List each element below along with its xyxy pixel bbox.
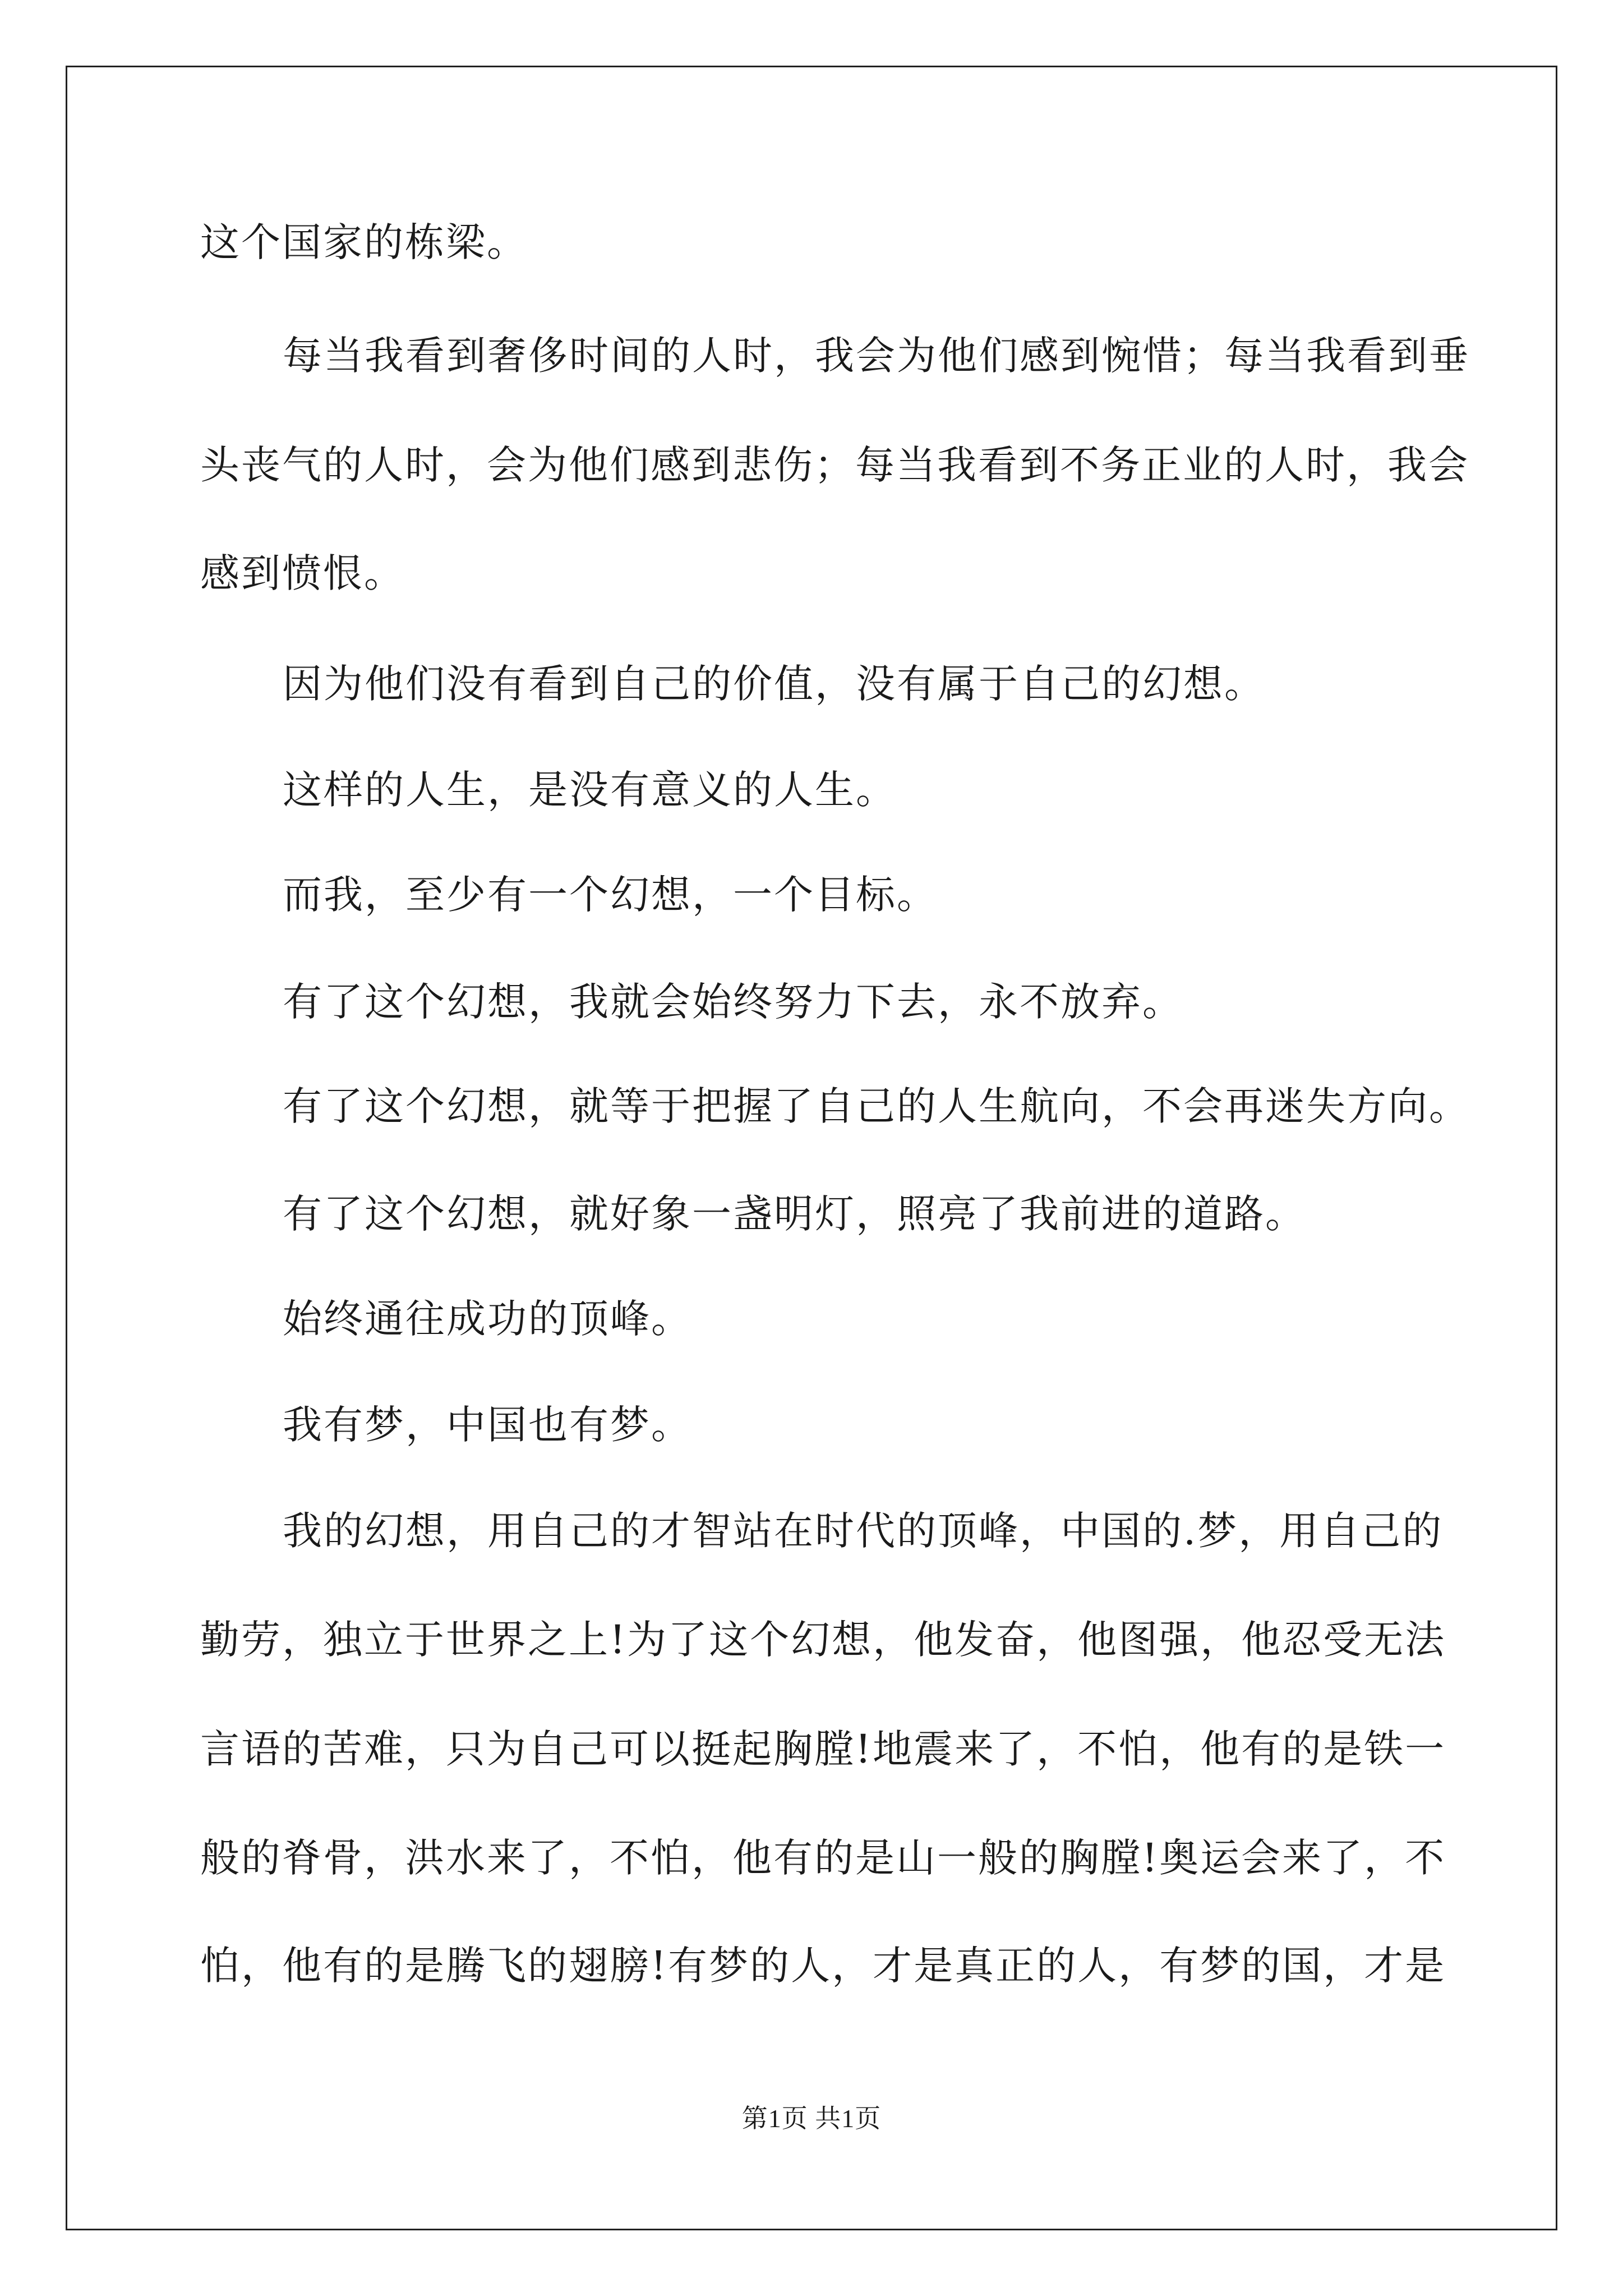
paragraph-line: 这样的人生，是没有意义的人生。 (283, 767, 897, 813)
text-line: 头丧气的人时，会为他们感到悲伤；每当我看到不务正业的人时，我会 (200, 442, 1469, 488)
page-border (66, 66, 1557, 2230)
page-number: 第1页 共1页 (741, 2104, 882, 2133)
paragraph-line: 有了这个幻想，就等于把握了自己的人生航向，不会再迷失方向。 (283, 1083, 1470, 1129)
paragraph-line: 每当我看到奢侈时间的人时，我会为他们感到惋惜；每当我看到垂 (283, 333, 1470, 379)
paragraph-line: 始终通往成功的顶峰。 (283, 1296, 692, 1342)
paragraph-line: 因为他们没有看到自己的价值，没有属于自己的幻想。 (283, 661, 1265, 707)
text-line: 般的脊骨，洪水来了，不怕，他有的是山一般的胸膛!奥运会来了，不 (200, 1835, 1446, 1881)
text-line: 言语的苦难，只为自己可以挺起胸膛!地震来了，不怕，他有的是铁一 (200, 1726, 1446, 1772)
paragraph-line: 有了这个幻想，我就会始终努力下去，永不放弃。 (283, 979, 1183, 1025)
paragraph-line: 我有梦，中国也有梦。 (283, 1402, 692, 1448)
text-line: 这个国家的栋梁。 (200, 219, 528, 265)
paragraph-line: 而我，至少有一个幻想，一个目标。 (283, 872, 938, 918)
text-line: 感到愤恨。 (200, 550, 405, 596)
paragraph-line: 我的幻想，用自己的才智站在时代的顶峰，中国的.梦，用自己的 (283, 1508, 1444, 1554)
text-line: 怕，他有的是腾飞的翅膀!有梦的人，才是真正的人，有梦的国，才是 (200, 1943, 1446, 1989)
text-line: 勤劳，独立于世界之上!为了这个幻想，他发奋，他图强，他忍受无法 (200, 1617, 1446, 1663)
paragraph-line: 有了这个幻想，就好象一盏明灯，照亮了我前进的道路。 (283, 1191, 1306, 1237)
